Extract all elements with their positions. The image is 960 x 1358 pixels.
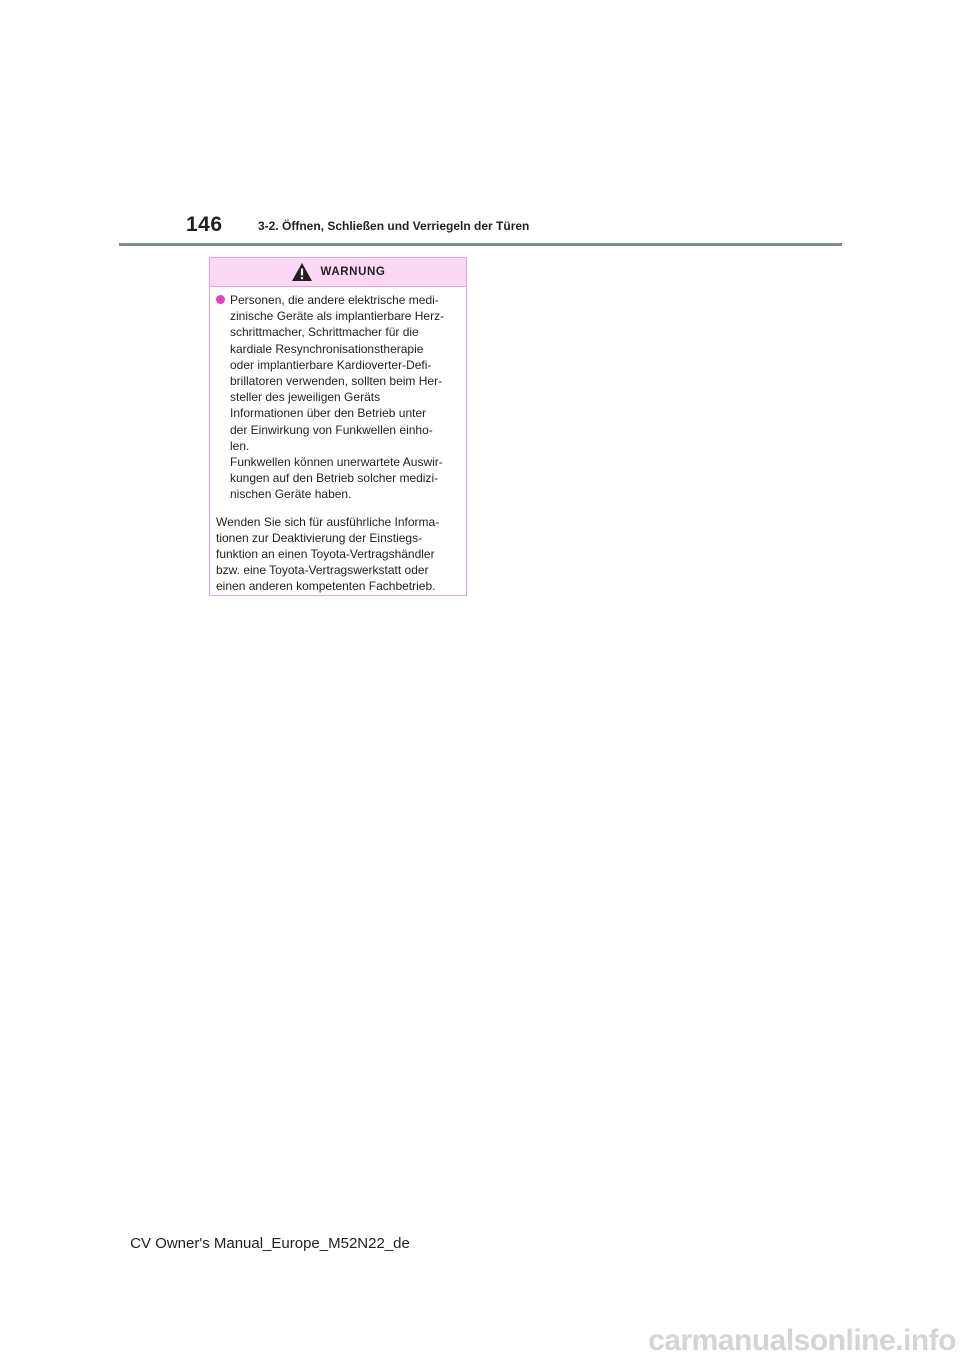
watermark: carmanualsonline.info: [648, 1324, 956, 1357]
footer-manual-name: CV Owner's Manual_Europe_M52N22_de: [130, 1235, 410, 1252]
warning-header: [210, 258, 466, 287]
warning-bullet-item: [216, 292, 460, 503]
header-divider: [119, 243, 842, 246]
warning-box: [209, 257, 467, 596]
warning-note-text: Wenden Sie sich für ausführliche Informa- tionen zur Deaktivierung der Einstiegs- funktion an einen Toyota-Vertragshändler bzw. eine Toyota-Vertragswerkstatt oder einen anderen kompetenten Fachbetrieb.: [216, 514, 440, 594]
warning-triangle-icon: [291, 262, 313, 282]
warning-title: WARNUNG: [320, 266, 386, 278]
page-number: 146: [186, 213, 223, 236]
section-title: 3-2. Öffnen, Schließen und Verriegeln der Türen: [258, 219, 530, 233]
warning-body: [210, 287, 466, 595]
warning-bullet-text: Personen, die andere elektrische medi- zinische Geräte als implantierbare Herz- schrittmacher, Schrittmacher für die kardiale Resynchronisationstherapie oder implantierbare Kardioverter-Defi- brillatoren verwenden, sollten beim Her- steller des jeweiligen Geräts Informationen über den Betrieb unter der Einwirkung von Funkwellen einho- len. Funkwellen können unerwartete Auswir- kungen auf den Betrieb solcher medizi- nischen Geräte haben.: [230, 293, 445, 502]
bullet-icon: [216, 295, 225, 304]
